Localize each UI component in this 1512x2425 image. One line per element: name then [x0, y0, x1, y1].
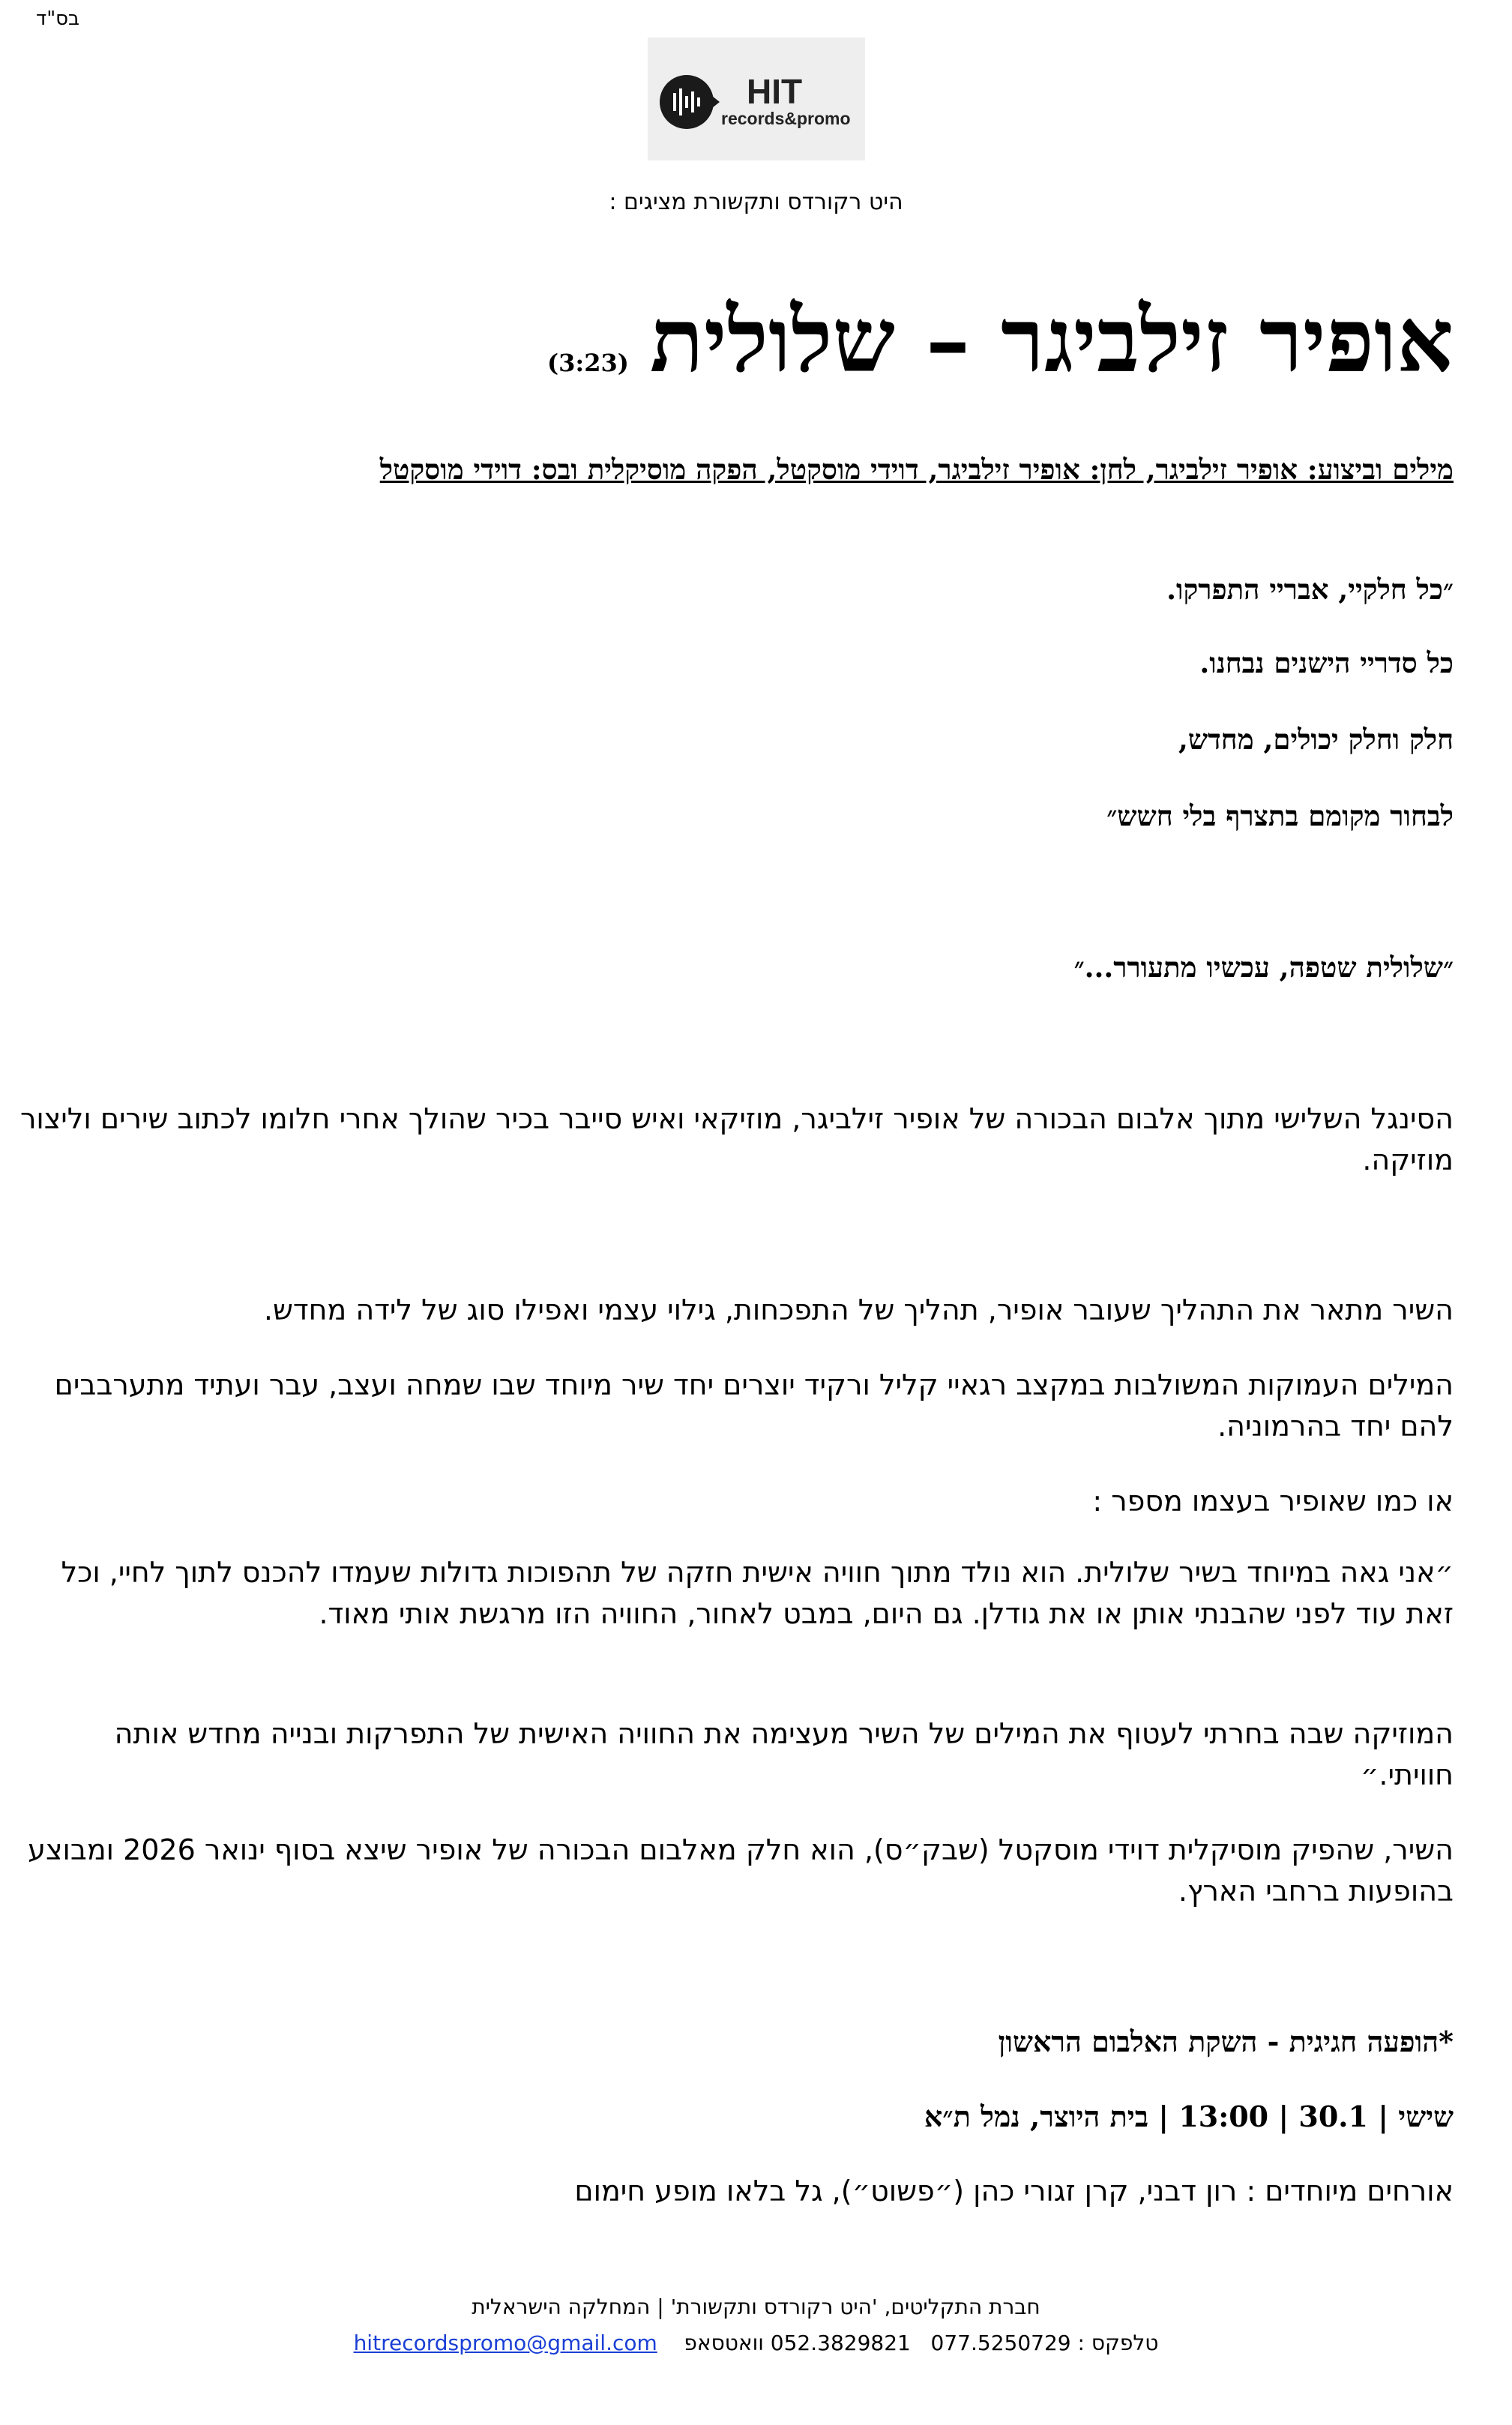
hit-records-logo — [648, 37, 865, 160]
paragraph-lyrics-style: המילים העמוקות המשולבות במקצב רגאיי קליל ורקיד יוצרים יחד שיר מיוחד שבו שמחה ועצב, עבר ועתיד מתערבבים להם יחד בהרמוניה. — [54, 1368, 1454, 1443]
footer-contacts — [0, 2331, 1512, 2355]
event-heading: *הופעה חגיגית - השקת האלבום הראשון — [998, 2025, 1454, 2058]
event-guests: אורחים מיוחדים : רון דבני, קרן זגורי כהן (״פשוט״), גל בלאו מופע חימום — [574, 2175, 1454, 2208]
title-row — [547, 288, 1454, 392]
quote-line: ״שלולית שטפה, עכשיו מתעורר...״ — [1073, 951, 1454, 984]
song-title: אופיר זילביגר – שלולית — [649, 288, 1454, 392]
song-duration: (3:23) — [547, 349, 629, 377]
bsd-header: בס"ד — [36, 7, 80, 30]
logo-graphic — [648, 37, 865, 160]
lyric-line: לבחור מקומם בתצרף בלי חשש״ — [1106, 799, 1454, 832]
lyric-line: כל סדריי הישנים נבחנו. — [1199, 646, 1454, 679]
presents-line: היט רקורדס ותקשורת מציגים : — [609, 189, 903, 215]
email-link[interactable]: hitrecordspromo@gmail.com — [353, 2331, 657, 2355]
paragraph-artist-quote-2: המוזיקה שבה בחרתי לעטוף את המילים של השיר מעצימה את החוויה האישית של התפרקות ובנייה מחדש אותה חוויתי.״ — [114, 1717, 1454, 1791]
lyric-line: ״כל חלקיי, אבריי התפרקו. — [1166, 573, 1454, 606]
credits-line: מילים וביצוע: אופיר זילביגר, לחן: אופיר זילביגר, דוידי מוסקטל, הפקה מוסיקלית ובס: דוידי מוסקטל — [379, 453, 1454, 486]
footer-company: חברת התקליטים, 'היט רקורדס ותקשורת' | המחלקה הישראלית — [472, 2295, 1040, 2319]
paragraph-quote-intro: או כמו שאופיר בעצמו מספר : — [1092, 1485, 1454, 1518]
event-details: שישי | 30.1 | 13:00 | בית היוצר, נמל ת״א — [924, 2100, 1454, 2133]
paragraph-production: השיר, שהפיק מוסיקלית דוידי מוסקטל (שבק״ס), הוא חלק מאלבום הבכורה של אופיר שיצא בסוף ינואר 2026 ומבוצע בהופעות ברחבי הארץ. — [28, 1833, 1454, 1908]
footer-phone: טלפקס : 077.5250729 — [930, 2331, 1159, 2355]
paragraph-description: השיר מתאר את התהליך שעובר אופיר, תהליך של התפכחות, גילוי עצמי ואפילו סוג של לידה מחדש. — [263, 1293, 1454, 1326]
paragraph-artist-quote: ״אני גאה במיוחד בשיר שלולית. הוא נולד מתוך חוויה אישית חזקה של תהפוכות גדולות שעמדו להכנס לתוך לחיי, וכל זאת עוד לפני שהבנתי אותן או את גודלן. גם היום, במבט לאחור, החוויה הזו מרגשת אותי מאוד. — [61, 1556, 1454, 1630]
logo-sub-text: records&promo — [721, 109, 851, 128]
footer-whatsapp: 052.3829821 וואטסאפ — [684, 2331, 911, 2355]
paragraph-intro: הסינגל השלישי מתוך אלבום הבכורה של אופיר זילביגר, מוזיקאי ואיש סייבר בכיר שהולך אחרי חלומו לכתוב שירים וליצור מוזיקה. — [19, 1102, 1454, 1177]
lyric-line: חלק וחלק יכולים, מחדש, — [1178, 723, 1454, 756]
logo-main-text: HIT — [747, 72, 803, 111]
